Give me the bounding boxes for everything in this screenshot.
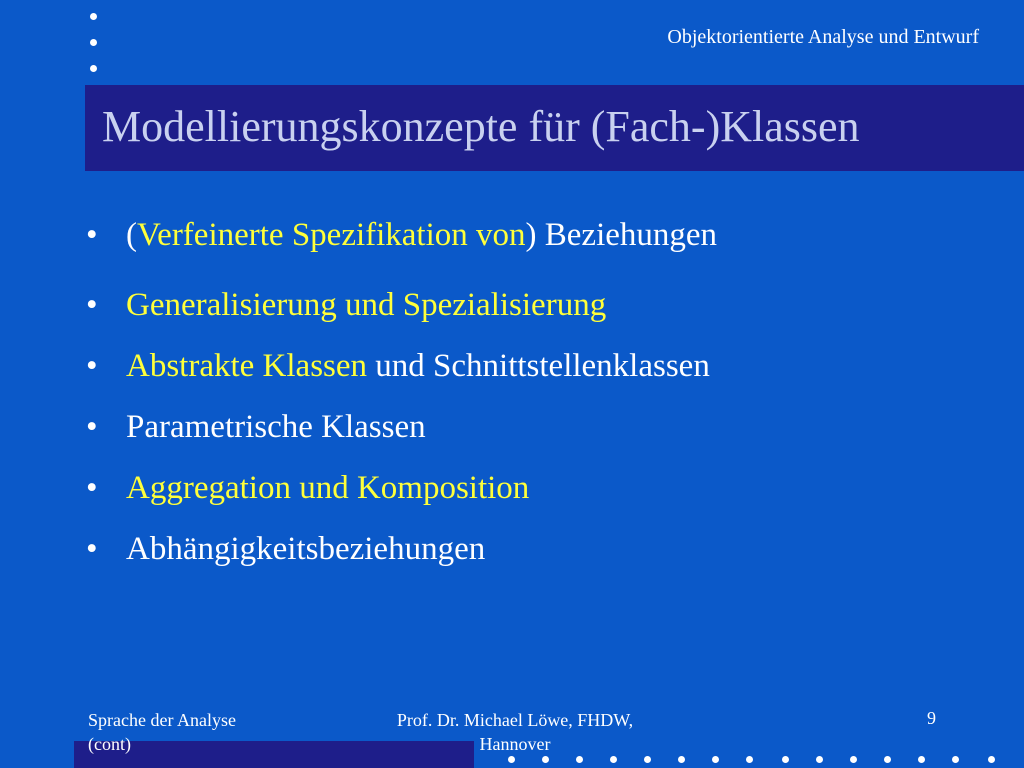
bullet-text-part: ) Beziehungen (525, 217, 718, 253)
decor-dot (850, 756, 857, 763)
bullet-text-part: Parametrische Klassen (126, 409, 426, 445)
decor-dot (816, 756, 823, 763)
decor-dot (782, 756, 789, 763)
bullet-text-part: Abhängigkeitsbeziehungen (126, 531, 486, 567)
footer-author-line: Hannover (479, 734, 551, 754)
bullet-item (86, 468, 986, 508)
decor-dot (678, 756, 685, 763)
bullet-icon: • (86, 217, 98, 253)
decor-dot (542, 756, 549, 763)
decor-dot (884, 756, 891, 763)
bullet-item (86, 215, 986, 255)
bullet-text-highlight: Abstrakte Klassen (126, 348, 368, 384)
bullet-list (86, 215, 986, 569)
decor-dot (988, 756, 995, 763)
bullet-text-part: und Schnittstellenklassen (367, 348, 710, 384)
bullet-text-part: ( (126, 217, 137, 253)
decor-dot (90, 39, 97, 46)
decor-dot (918, 756, 925, 763)
decor-dot (90, 65, 97, 72)
page-number: 9 (927, 708, 936, 728)
bullet-icon: • (86, 409, 98, 445)
bullet-icon: • (86, 287, 98, 323)
decor-dot (712, 756, 719, 763)
decor-dot (576, 756, 583, 763)
decor-dot (508, 756, 515, 763)
course-header: Objektorientierte Analyse und Entwurf (667, 26, 979, 48)
footer-section-title (88, 708, 288, 756)
footer-section-line: Sprache der Analyse (88, 710, 236, 730)
decor-dot (746, 756, 753, 763)
bullet-icon: • (86, 531, 98, 567)
bullet-icon: • (86, 470, 98, 506)
bullet-icon: • (86, 348, 98, 384)
decor-dot (952, 756, 959, 763)
bullet-item (86, 407, 986, 447)
bullet-text-highlight: Aggregation und Komposition (126, 470, 530, 506)
footer-section-line: (cont) (88, 734, 131, 754)
slide-title: Modellierungskonzepte für (Fach-)Klassen (102, 102, 860, 151)
bullet-text-highlight: Generalisierung und Spezialisierung (126, 287, 607, 323)
decor-dot (90, 13, 97, 20)
bullet-item (86, 346, 986, 386)
bullet-item (86, 529, 986, 569)
decor-dot (610, 756, 617, 763)
decor-dot (644, 756, 651, 763)
footer-author-line: Prof. Dr. Michael Löwe, FHDW, (396, 710, 634, 730)
bullet-text-highlight: Verfeinerte Spezifikation von (137, 217, 526, 253)
footer-author (355, 708, 675, 756)
bullet-item (86, 285, 986, 325)
